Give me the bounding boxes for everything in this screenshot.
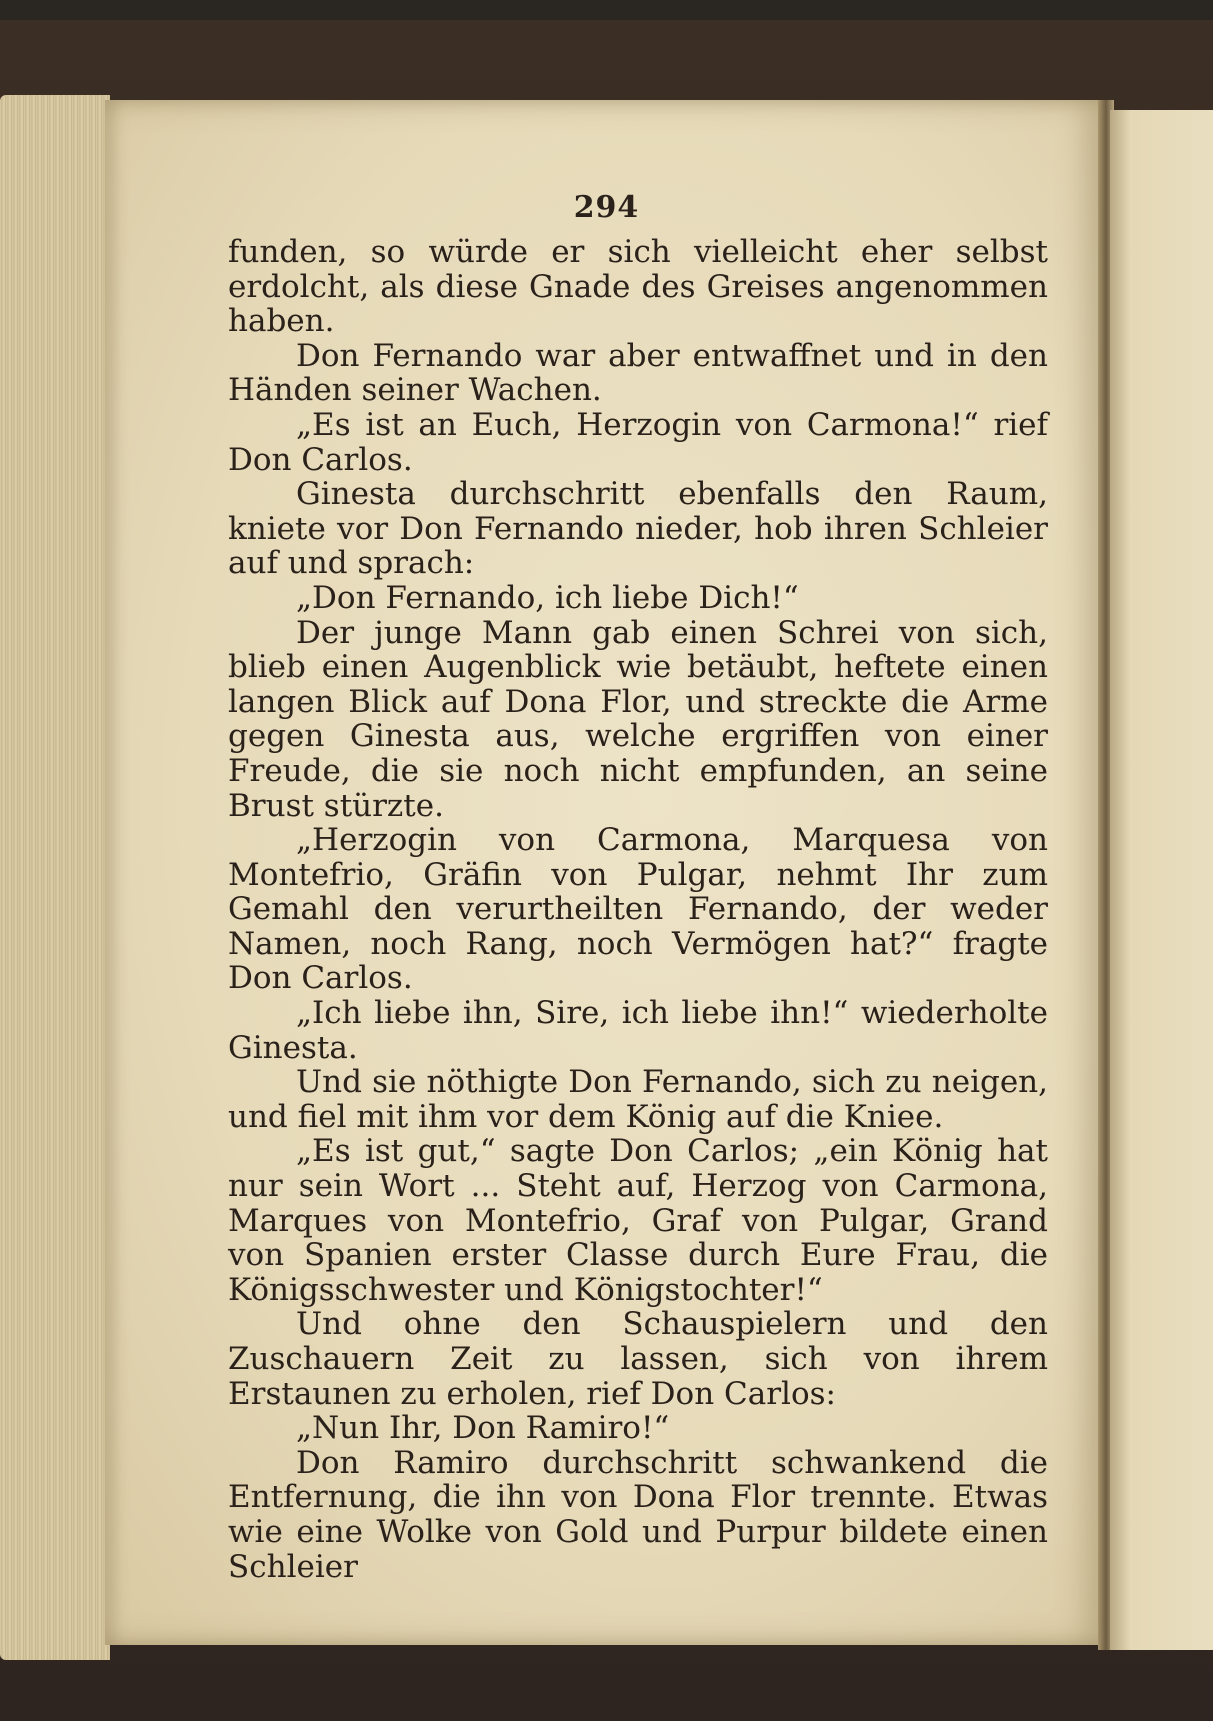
paragraph: Ginesta durchschritt ebenfalls den Raum, kniete vor Don Fernando nieder, hob ihren Schleier auf und sprach:: [228, 476, 1048, 582]
paragraph: „Es ist gut,“ sagte Don Carlos; „ein König hat nur sein Wort ... Steht auf, Herzog von Carmona, Marques von Montefrio, Graf von Pulgar, Grand von Spanien erster Classe durch Eure Frau, die Königsschwester und Königstochter!“: [228, 1133, 1048, 1308]
paragraph: funden, so würde er sich vielleicht eher selbst erdolcht, als diese Gnade des Greises angenommen haben.: [228, 234, 1048, 340]
paragraph: Der junge Mann gab einen Schrei von sich, blieb einen Augenblick wie betäubt, heftete einen langen Blick auf Dona Flor, und streckte die Arme gegen Ginesta aus, welche ergriffen von einer Freude, die sie noch nicht empfunden, an seine Brust stürzte.: [228, 614, 1048, 824]
paragraph: „Es ist an Euch, Herzogin von Carmona!“ rief Don Carlos.: [228, 406, 1048, 478]
paragraph: Und ohne den Schauspielern und den Zuschauern Zeit zu lassen, sich von ihrem Erstaunen zu erholen, rief Don Carlos:: [228, 1306, 1048, 1412]
paragraph: „Ich liebe ihn, Sire, ich liebe ihn!“ wiederholte Ginesta.: [228, 995, 1048, 1066]
paragraph: „Herzogin von Carmona, Marquesa von Montefrio, Gräfin von Pulgar, nehmt Ihr zum Gemahl den verurtheilten Fernando, der weder Namen, noch Rang, noch Vermögen hat?“ fragte Don Carlos.: [228, 822, 1048, 997]
next-page-edge: [1110, 110, 1213, 1650]
paragraph: Don Ramiro durchschritt schwankend die Entfernung, die ihn von Dona Flor trennte. Etwas wie eine Wolke von Gold und Purpur bildete einen Schleier: [228, 1444, 1048, 1585]
page-number: 294: [573, 190, 640, 225]
paragraph: „Nun Ihr, Don Ramiro!“: [296, 1410, 670, 1447]
paragraph: Don Fernando war aber entwaffnet und in den Händen seiner Wachen.: [228, 337, 1048, 409]
paragraph: Und sie nöthigte Don Fernando, sich zu neigen, und fiel mit ihm vor dem König auf die Kniee.: [228, 1064, 1048, 1135]
page-text: [228, 235, 1048, 1584]
paragraph: „Don Fernando, ich liebe Dich!“: [296, 579, 799, 616]
page-edges: [0, 95, 110, 1660]
